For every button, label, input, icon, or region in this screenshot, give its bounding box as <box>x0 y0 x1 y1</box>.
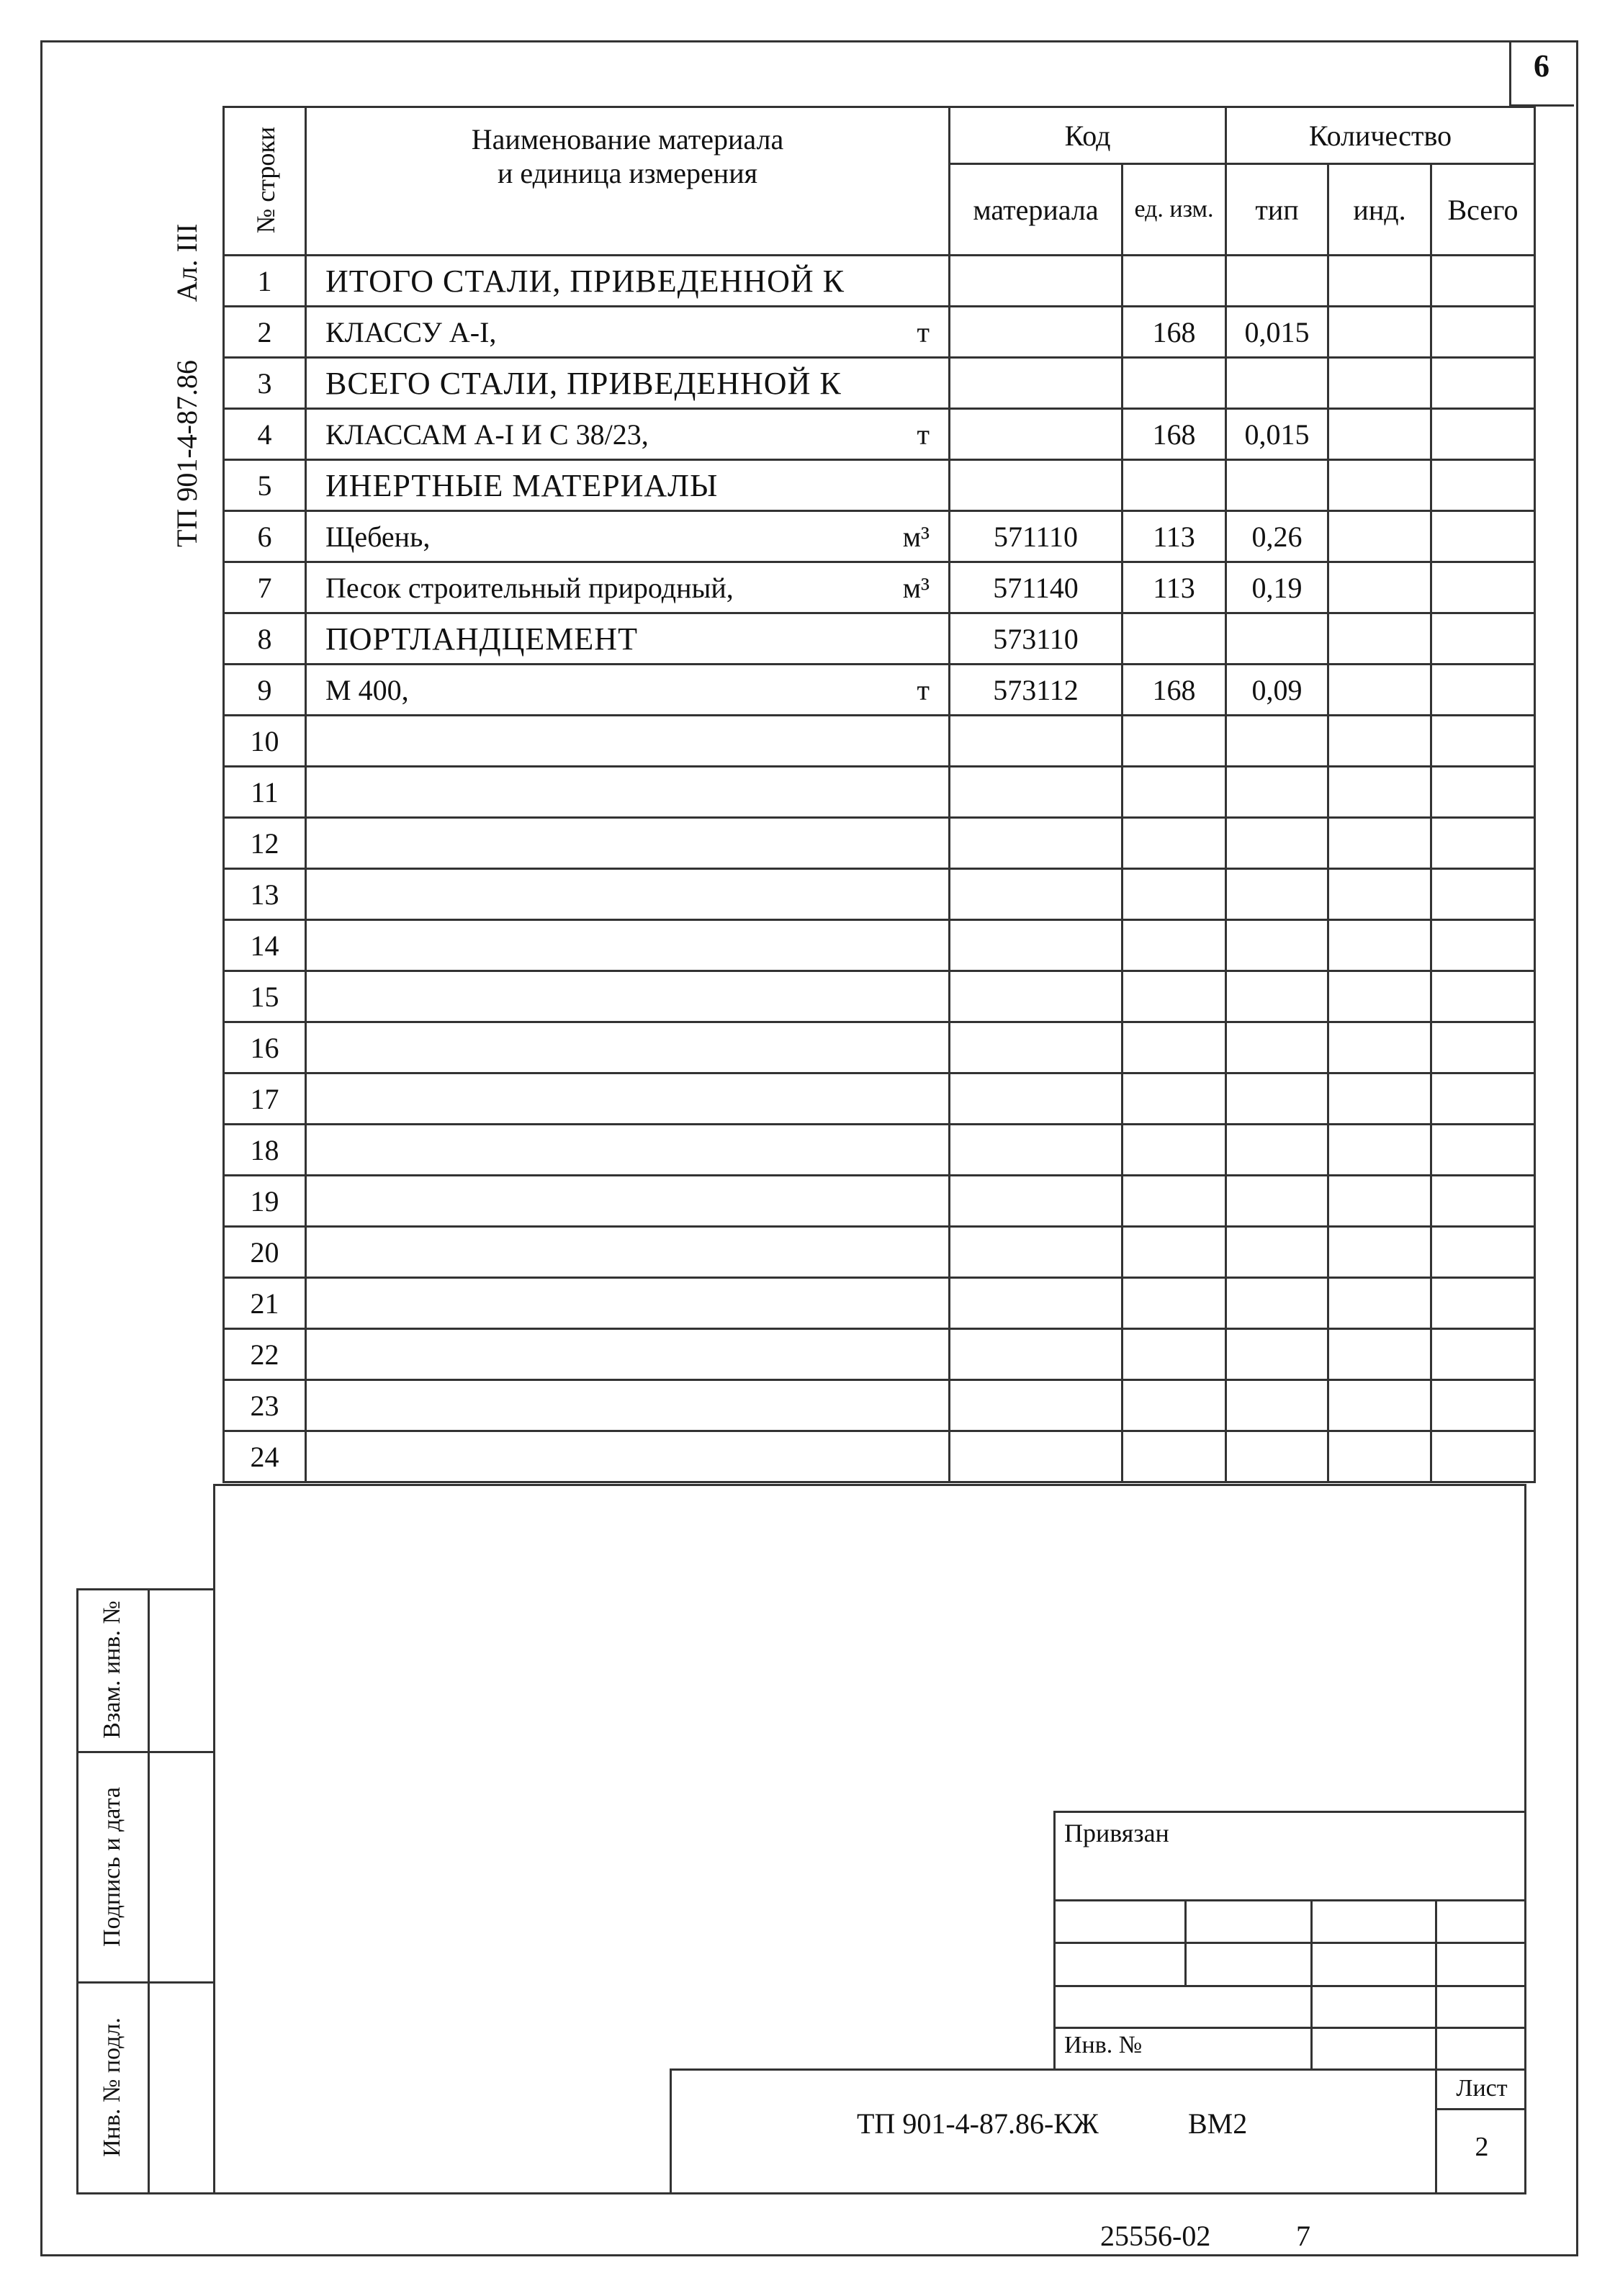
unit-code <box>1123 1380 1226 1431</box>
quantity-total <box>1431 1227 1535 1278</box>
material-name-text: Щебень, <box>325 520 431 553</box>
row-number: 10 <box>224 716 306 767</box>
binding-grid-line-1 <box>1053 1899 1526 1901</box>
quantity-type <box>1226 1227 1328 1278</box>
quantity-type: 0,015 <box>1226 409 1328 460</box>
table-row <box>224 1431 1535 1482</box>
quantity-total <box>1431 818 1535 869</box>
title-block-sheet-sep <box>1435 2108 1526 2110</box>
material-name <box>306 716 950 767</box>
quantity-individual <box>1328 665 1431 716</box>
quantity-type <box>1226 767 1328 818</box>
table-row <box>224 1022 1535 1073</box>
material-table <box>222 106 1536 1483</box>
quantity-individual <box>1328 869 1431 920</box>
quantity-type <box>1226 613 1328 665</box>
quantity-total <box>1431 971 1535 1022</box>
table-row <box>224 256 1535 307</box>
row-number: 8 <box>224 613 306 665</box>
archive-number: 25556-02 <box>1100 2220 1211 2252</box>
unit-code: 168 <box>1123 307 1226 358</box>
material-code <box>950 460 1123 511</box>
binding-grid-vline-2 <box>1310 1899 1313 2070</box>
quantity-type <box>1226 1380 1328 1431</box>
unit-code <box>1123 818 1226 869</box>
sheet-number: 2 <box>1475 2132 1489 2162</box>
row-number: 6 <box>224 511 306 562</box>
quantity-total <box>1431 1022 1535 1073</box>
row-number: 3 <box>224 358 306 409</box>
material-name <box>306 1380 950 1431</box>
quantity-individual <box>1328 562 1431 613</box>
table-row <box>224 767 1535 818</box>
material-name <box>306 613 950 665</box>
binding-label: Привязан <box>1064 1819 1169 1847</box>
corner-number: 6 <box>1534 48 1549 84</box>
quantity-total <box>1431 869 1535 920</box>
quantity-total <box>1431 1278 1535 1329</box>
quantity-individual <box>1328 1125 1431 1176</box>
quantity-total <box>1431 307 1535 358</box>
row-number: 14 <box>224 920 306 971</box>
unit-code: 113 <box>1123 511 1226 562</box>
quantity-total <box>1431 409 1535 460</box>
unit-code <box>1123 920 1226 971</box>
material-code <box>950 716 1123 767</box>
table-row <box>224 920 1535 971</box>
quantity-total <box>1431 256 1535 307</box>
material-name <box>306 869 950 920</box>
binding-grid-line-3 <box>1053 1985 1526 1987</box>
quantity-individual <box>1328 767 1431 818</box>
material-name <box>306 818 950 869</box>
quantity-total <box>1431 358 1535 409</box>
table-row <box>224 1073 1535 1125</box>
unit-code <box>1123 1176 1226 1227</box>
quantity-type <box>1226 716 1328 767</box>
quantity-individual <box>1328 1380 1431 1431</box>
quantity-individual <box>1328 358 1431 409</box>
quantity-total <box>1431 716 1535 767</box>
row-number: 17 <box>224 1073 306 1125</box>
quantity-individual <box>1328 1278 1431 1329</box>
header-row-number-cell <box>224 107 306 256</box>
table-row <box>224 409 1535 460</box>
unit-code <box>1123 716 1226 767</box>
table-row <box>224 307 1535 358</box>
header-material: материала <box>950 164 1123 256</box>
material-name-text: КЛАССАМ А-I И С 38/23, <box>325 418 649 451</box>
quantity-type <box>1226 1125 1328 1176</box>
material-code: 571140 <box>950 562 1123 613</box>
material-code <box>950 1329 1123 1380</box>
side-label-top: Ал. III <box>171 223 203 302</box>
material-name <box>306 1022 950 1073</box>
unit-code <box>1123 1022 1226 1073</box>
header-code: Код <box>950 107 1226 164</box>
material-code: 573110 <box>950 613 1123 665</box>
page-number: 7 <box>1296 2220 1310 2252</box>
quantity-type <box>1226 358 1328 409</box>
quantity-individual <box>1328 1073 1431 1125</box>
quantity-type: 0,09 <box>1226 665 1328 716</box>
quantity-individual <box>1328 307 1431 358</box>
material-code <box>950 256 1123 307</box>
unit-code <box>1123 1329 1226 1380</box>
unit-of-measure: т <box>917 315 930 348</box>
stamp-inv-original: Инв. № подл. <box>99 2017 125 2157</box>
binding-grid-vline-3 <box>1435 1899 1437 2070</box>
material-name <box>306 307 950 358</box>
table-header-row-1 <box>224 107 1535 164</box>
unit-code <box>1123 971 1226 1022</box>
row-number: 20 <box>224 1227 306 1278</box>
table-row <box>224 511 1535 562</box>
row-number: 9 <box>224 665 306 716</box>
material-name-text: М 400, <box>325 673 409 706</box>
row-number: 4 <box>224 409 306 460</box>
material-code: 573112 <box>950 665 1123 716</box>
material-code <box>950 767 1123 818</box>
side-stamp-divider <box>148 1588 150 2194</box>
quantity-total <box>1431 562 1535 613</box>
row-number: 1 <box>224 256 306 307</box>
quantity-total <box>1431 460 1535 511</box>
material-name-text: КЛАССУ А-I, <box>325 315 497 348</box>
sheet-label: Лист <box>1456 2075 1508 2102</box>
material-name <box>306 1073 950 1125</box>
quantity-individual <box>1328 818 1431 869</box>
stamp-replaced-inv: Взам. инв. № <box>99 1601 125 1739</box>
header-name-cell <box>306 107 950 256</box>
quantity-type <box>1226 1329 1328 1380</box>
unit-code <box>1123 1227 1226 1278</box>
material-name <box>306 1329 950 1380</box>
row-number: 13 <box>224 869 306 920</box>
quantity-total <box>1431 920 1535 971</box>
material-code: 571110 <box>950 511 1123 562</box>
unit-of-measure: м³ <box>902 520 930 553</box>
quantity-type <box>1226 256 1328 307</box>
header-name-line1: Наименование материала <box>471 123 784 156</box>
row-number: 21 <box>224 1278 306 1329</box>
material-name <box>306 1176 950 1227</box>
side-stamp-sep-2 <box>76 1981 215 1984</box>
side-stamp-sep-1 <box>76 1751 215 1753</box>
table-row <box>224 460 1535 511</box>
unit-code <box>1123 460 1226 511</box>
title-designation: ТП 901-4-87.86-КЖ <box>857 2107 1099 2140</box>
material-code <box>950 358 1123 409</box>
material-code <box>950 1125 1123 1176</box>
quantity-total <box>1431 1176 1535 1227</box>
title-code: ВМ2 <box>1188 2107 1248 2140</box>
binding-grid-vline-1 <box>1184 1899 1187 1987</box>
table-row <box>224 971 1535 1022</box>
binding-grid-line-2 <box>1053 1942 1526 1944</box>
table-row <box>224 1176 1535 1227</box>
table-row <box>224 1380 1535 1431</box>
material-code <box>950 1022 1123 1073</box>
unit-of-measure: м³ <box>902 571 930 604</box>
quantity-total <box>1431 511 1535 562</box>
quantity-type <box>1226 1431 1328 1482</box>
row-number: 2 <box>224 307 306 358</box>
binding-grid-line-4 <box>1053 2027 1526 2029</box>
unit-of-measure: т <box>917 418 930 451</box>
binding-inv-label: Инв. № <box>1064 2032 1143 2058</box>
table-row <box>224 818 1535 869</box>
material-code <box>950 1073 1123 1125</box>
material-name <box>306 1431 950 1482</box>
unit-of-measure: т <box>917 673 930 706</box>
quantity-individual <box>1328 1431 1431 1482</box>
row-number: 5 <box>224 460 306 511</box>
material-name <box>306 256 950 307</box>
quantity-total <box>1431 1073 1535 1125</box>
material-name <box>306 409 950 460</box>
quantity-individual <box>1328 1227 1431 1278</box>
quantity-individual <box>1328 613 1431 665</box>
quantity-individual <box>1328 256 1431 307</box>
material-code <box>950 1176 1123 1227</box>
quantity-individual <box>1328 971 1431 1022</box>
unit-code <box>1123 613 1226 665</box>
quantity-total <box>1431 1380 1535 1431</box>
table-row <box>224 1329 1535 1380</box>
quantity-type <box>1226 1073 1328 1125</box>
table-row <box>224 358 1535 409</box>
material-code <box>950 920 1123 971</box>
unit-code <box>1123 767 1226 818</box>
table-row <box>224 613 1535 665</box>
material-code <box>950 1380 1123 1431</box>
table-row <box>224 1227 1535 1278</box>
material-name <box>306 920 950 971</box>
header-row-number: № строки <box>251 126 280 234</box>
table-row <box>224 665 1535 716</box>
header-individual: инд. <box>1328 164 1431 256</box>
quantity-total <box>1431 767 1535 818</box>
material-name <box>306 511 950 562</box>
row-number: 19 <box>224 1176 306 1227</box>
header-total: Всего <box>1431 164 1535 256</box>
material-code <box>950 971 1123 1022</box>
material-name <box>306 1125 950 1176</box>
material-name <box>306 665 950 716</box>
quantity-total <box>1431 1125 1535 1176</box>
quantity-type <box>1226 460 1328 511</box>
row-number: 12 <box>224 818 306 869</box>
side-label-doc: ТП 901-4-87.86 <box>171 360 203 547</box>
quantity-type <box>1226 971 1328 1022</box>
unit-code <box>1123 256 1226 307</box>
unit-code <box>1123 1073 1226 1125</box>
row-number: 23 <box>224 1380 306 1431</box>
row-number: 18 <box>224 1125 306 1176</box>
material-name <box>306 562 950 613</box>
quantity-type: 0,015 <box>1226 307 1328 358</box>
row-number: 22 <box>224 1329 306 1380</box>
table-row <box>224 1278 1535 1329</box>
unit-code <box>1123 1278 1226 1329</box>
quantity-type <box>1226 1022 1328 1073</box>
quantity-type <box>1226 818 1328 869</box>
material-name-text: ИТОГО СТАЛИ, ПРИВЕДЕННОЙ К <box>325 263 845 299</box>
material-code <box>950 1227 1123 1278</box>
material-name <box>306 971 950 1022</box>
material-name-text: ПОРТЛАНДЦЕМЕНТ <box>325 621 638 657</box>
table-row <box>224 1125 1535 1176</box>
quantity-type <box>1226 1176 1328 1227</box>
header-type: тип <box>1226 164 1328 256</box>
material-name <box>306 460 950 511</box>
header-quantity: Количество <box>1226 107 1535 164</box>
quantity-individual <box>1328 1329 1431 1380</box>
quantity-individual <box>1328 460 1431 511</box>
row-number: 11 <box>224 767 306 818</box>
quantity-individual <box>1328 511 1431 562</box>
row-number: 15 <box>224 971 306 1022</box>
unit-code <box>1123 1125 1226 1176</box>
material-name-text: ИНЕРТНЫЕ МАТЕРИАЛЫ <box>325 467 719 503</box>
row-number: 7 <box>224 562 306 613</box>
quantity-individual <box>1328 920 1431 971</box>
binding-block <box>1053 1811 1526 2070</box>
material-name <box>306 358 950 409</box>
material-code <box>950 409 1123 460</box>
quantity-total <box>1431 613 1535 665</box>
header-name-line2: и единица измерения <box>497 157 758 189</box>
quantity-type: 0,19 <box>1226 562 1328 613</box>
material-code <box>950 307 1123 358</box>
material-name-text: ВСЕГО СТАЛИ, ПРИВЕДЕННОЙ К <box>325 365 842 401</box>
material-name-text: Песок строительный природный, <box>325 571 734 604</box>
material-code <box>950 1278 1123 1329</box>
table-row <box>224 869 1535 920</box>
quantity-type: 0,26 <box>1226 511 1328 562</box>
table-row <box>224 716 1535 767</box>
row-number: 24 <box>224 1431 306 1482</box>
material-code <box>950 1431 1123 1482</box>
material-code <box>950 818 1123 869</box>
stamp-signature-date: Подпись и дата <box>99 1787 125 1947</box>
unit-code <box>1123 358 1226 409</box>
unit-code: 168 <box>1123 665 1226 716</box>
material-name <box>306 1278 950 1329</box>
quantity-individual <box>1328 716 1431 767</box>
quantity-individual <box>1328 409 1431 460</box>
quantity-total <box>1431 1431 1535 1482</box>
row-number: 16 <box>224 1022 306 1073</box>
quantity-individual <box>1328 1176 1431 1227</box>
unit-code: 113 <box>1123 562 1226 613</box>
unit-code <box>1123 1431 1226 1482</box>
material-code <box>950 869 1123 920</box>
unit-code <box>1123 869 1226 920</box>
material-name <box>306 767 950 818</box>
header-unit-code: ед. изм. <box>1123 164 1226 256</box>
quantity-total <box>1431 1329 1535 1380</box>
table-row <box>224 562 1535 613</box>
material-name <box>306 1227 950 1278</box>
quantity-individual <box>1328 1022 1431 1073</box>
quantity-type <box>1226 920 1328 971</box>
unit-code: 168 <box>1123 409 1226 460</box>
quantity-type <box>1226 869 1328 920</box>
quantity-total <box>1431 665 1535 716</box>
quantity-type <box>1226 1278 1328 1329</box>
